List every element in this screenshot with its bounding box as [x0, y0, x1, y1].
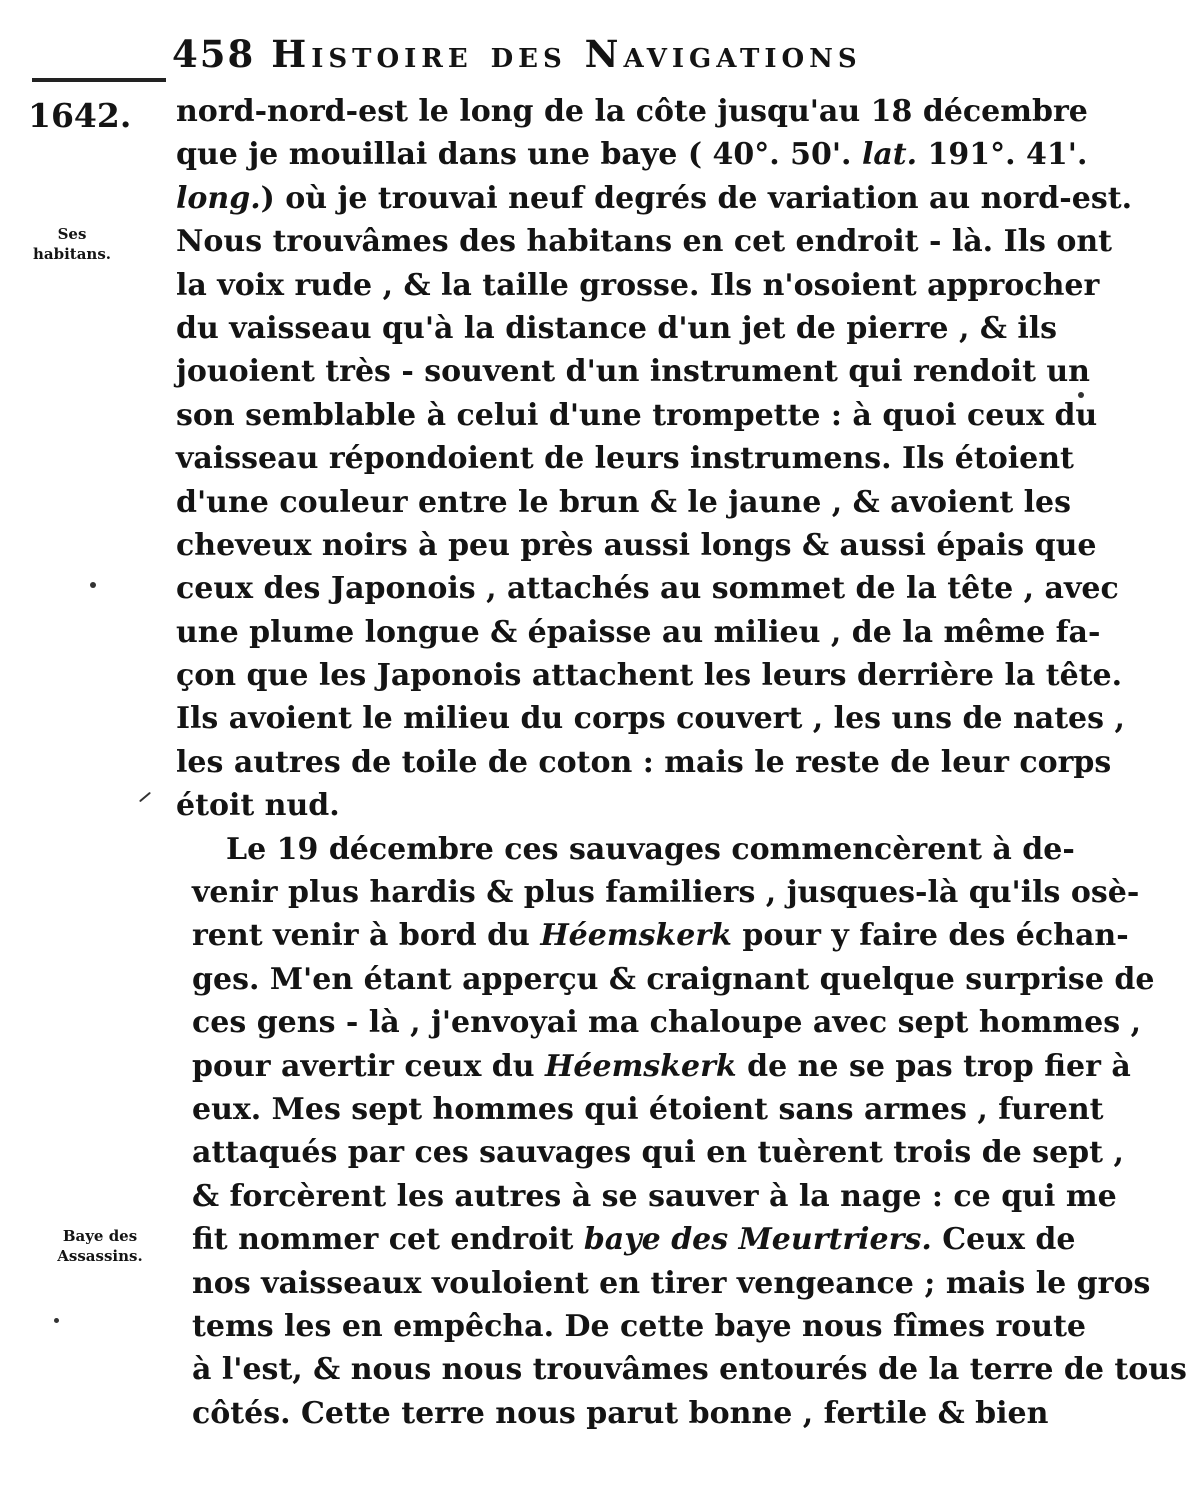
- text-line: vaisseau répondoient de leurs instrumens. Ils étoient: [176, 441, 1074, 477]
- text-line: venir plus hardis & plus familiers , jusques-là qu'ils osè-: [192, 875, 1140, 911]
- text-line: à l'est, & nous nous trouvâmes entourés de la terre de tous: [192, 1352, 1187, 1388]
- scan-speck: [90, 582, 96, 588]
- page-number: 458: [172, 32, 256, 76]
- text-line: son semblable à celui d'une trompette : à quoi ceux du: [176, 397, 1098, 433]
- text-line: une plume longue & épaisse au milieu , de la même fa-: [176, 614, 1101, 650]
- margin-note-inhabitants: Ses habitans.: [32, 225, 112, 263]
- scan-speck: [139, 792, 151, 803]
- text-line: rent venir à bord du Héemskerk pour y faire des échan-: [192, 918, 1129, 954]
- text-line: tems les en empêcha. De cette baye nous fîmes route: [192, 1308, 1087, 1344]
- text-line: d'une couleur entre le brun & le jaune , & avoient les: [176, 484, 1071, 520]
- scan-speck: [1078, 392, 1084, 398]
- text-line: Ils avoient le milieu du corps couvert , les uns de nates ,: [176, 701, 1125, 737]
- page-header: [172, 32, 912, 86]
- running-title: Histoire des Navigations: [271, 32, 862, 76]
- text-line: nord-nord-est le long de la côte jusqu'au 18 décembre: [176, 94, 1088, 129]
- text-line: que je mouillai dans une baye ( 40°. 50'. lat. 191°. 41'.: [176, 137, 1088, 173]
- text-line: les autres de toile de coton : mais le reste de leur corps: [176, 744, 1112, 780]
- text-line: du vaisseau qu'à la distance d'un jet de pierre , & ils: [176, 310, 1058, 346]
- body-text: [176, 90, 1187, 1435]
- text-line: long.) où je trouvai neuf degrés de variation au nord-est.: [176, 180, 1133, 216]
- text-line: çon que les Japonois attachent les leurs derrière la tête.: [176, 658, 1123, 694]
- text-line: ces gens - là , j'envoyai ma chaloupe avec sept hommes ,: [192, 1005, 1142, 1041]
- margin-rule: [32, 78, 166, 82]
- text-line: étoit nud.: [176, 788, 340, 824]
- text-line: ceux des Japonois , attachés au sommet de la tête , avec: [176, 571, 1119, 607]
- margin-note-bay: Baye des Assassins.: [57, 1227, 143, 1265]
- text-line: Le 19 décembre ces sauvages commencèrent à de-: [226, 831, 1075, 867]
- margin-year: 1642.: [28, 96, 132, 135]
- text-line: ges. M'en étant apperçu & craignant quelque surprise de: [192, 961, 1155, 997]
- text-line: attaqués par ces sauvages qui en tuèrent trois de sept ,: [192, 1135, 1124, 1171]
- text-line: eux. Mes sept hommes qui étoient sans armes , furent: [192, 1091, 1104, 1127]
- scan-speck: [54, 1318, 59, 1323]
- text-line: la voix rude , & la taille grosse. Ils n'osoient approcher: [176, 267, 1100, 303]
- text-line: fit nommer cet endroit baye des Meurtriers. Ceux de: [192, 1222, 1076, 1258]
- text-line: & forcèrent les autres à se sauver à la nage : ce qui me: [192, 1178, 1117, 1214]
- text-line: jouoient très - souvent d'un instrument qui rendoit un: [176, 354, 1090, 390]
- text-line: cheveux noirs à peu près aussi longs & aussi épais que: [176, 527, 1097, 563]
- text-line: côtés. Cette terre nous parut bonne , fertile & bien: [192, 1395, 1049, 1431]
- text-line: Nous trouvâmes des habitans en cet endroit - là. Ils ont: [176, 224, 1113, 260]
- text-line: pour avertir ceux du Héemskerk de ne se pas trop fier à: [192, 1048, 1131, 1084]
- text-line: nos vaisseaux vouloient en tirer vengeance ; mais le gros: [192, 1265, 1151, 1301]
